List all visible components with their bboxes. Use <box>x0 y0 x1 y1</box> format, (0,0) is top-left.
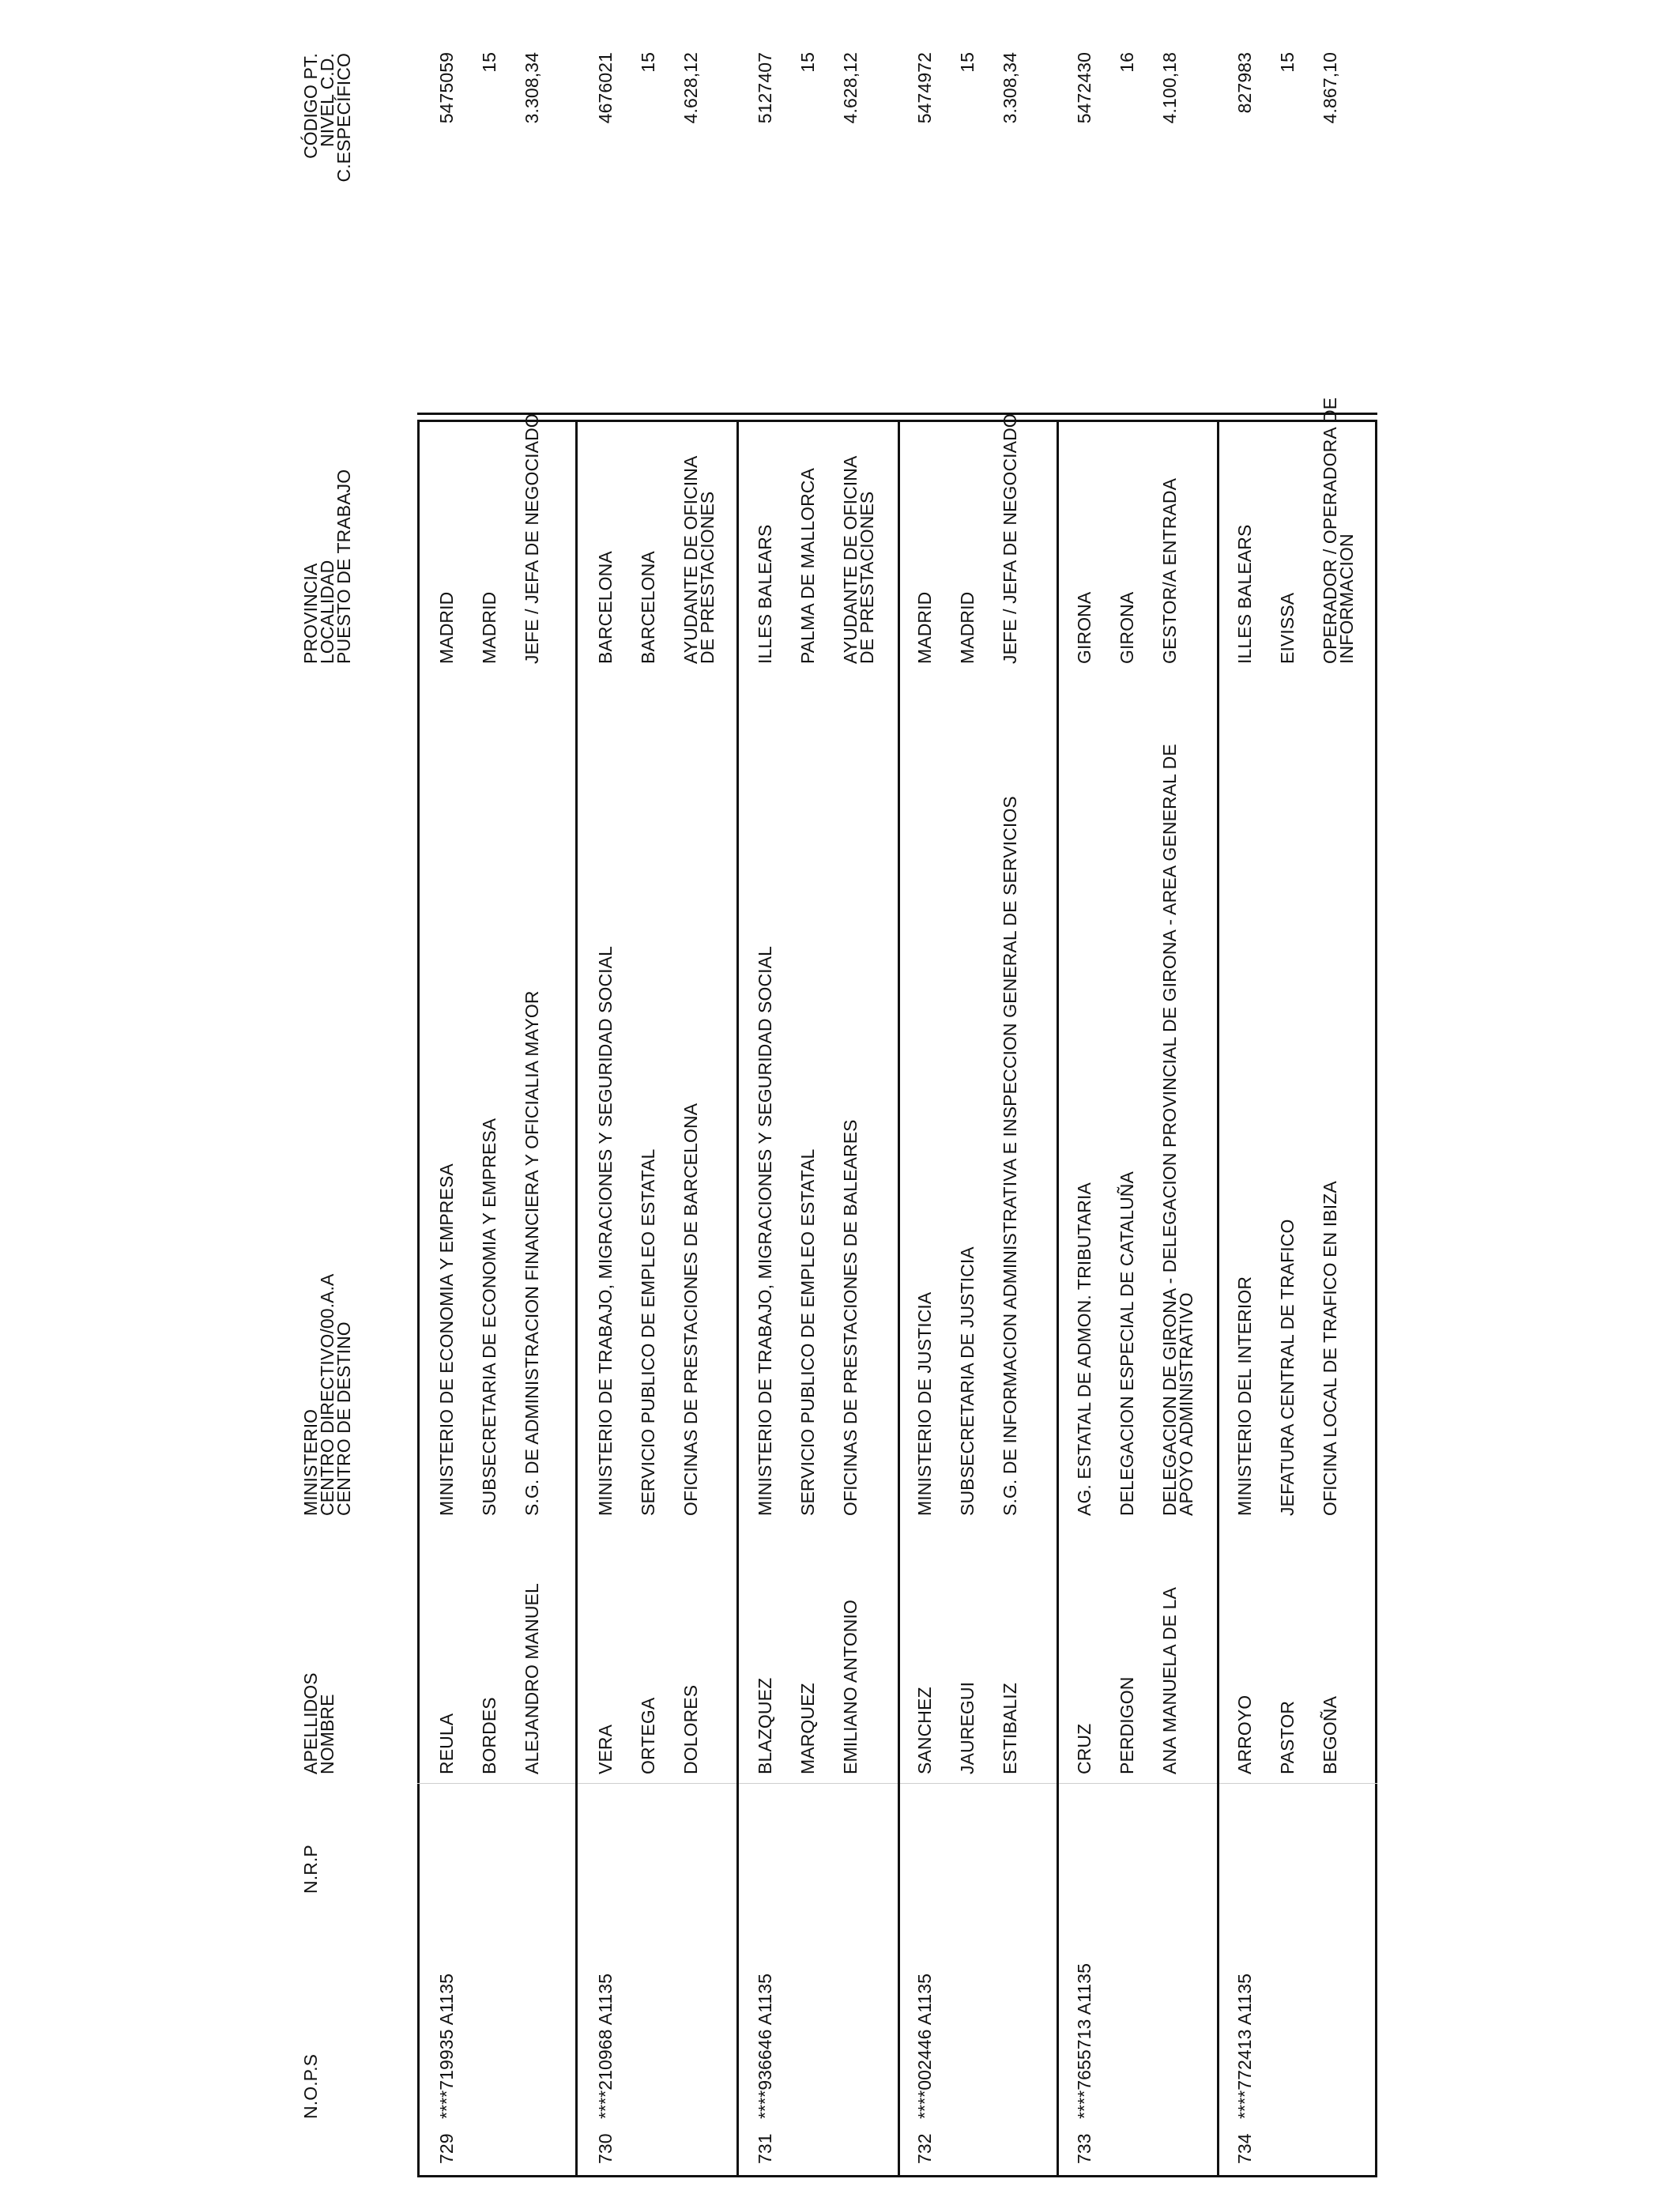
row-separator <box>898 420 900 2177</box>
provincia-cell: BARCELONA <box>595 551 616 664</box>
nombre-cell: BEGOÑA <box>1320 1695 1340 1774</box>
centro-destino-cell: OFICINAS DE PRESTACIONES DE BALEARES <box>840 1119 861 1516</box>
nops-cell: 734 <box>1234 2133 1255 2164</box>
header-centro-directivo: CENTRO DIRECTIVO/00.A.A <box>317 1273 337 1516</box>
right-border <box>417 413 1377 415</box>
nombre-cell: ESTIBALIZ <box>1000 1683 1020 1774</box>
codigo-cell: 5127407 <box>755 52 775 124</box>
nops-cell: 730 <box>595 2133 616 2164</box>
apellido2-cell: MARQUEZ <box>797 1683 818 1774</box>
ministerio-cell: MINISTERIO DE JUSTICIA <box>914 1291 935 1516</box>
nrp-cell: ****772413 A1135 <box>1234 1973 1255 2119</box>
localidad-cell: MADRID <box>957 591 977 664</box>
nrp-cell: ****719935 A1135 <box>436 1973 457 2119</box>
nombre-cell: ANA MANUELA DE LA <box>1159 1587 1180 1774</box>
codigo-cell: 4676021 <box>595 52 616 124</box>
centro-directivo-cell: SUBSECRETARIA DE JUSTICIA <box>957 1246 977 1516</box>
header-apellidos: APELLIDOS <box>300 1672 321 1774</box>
especifico-cell: 3.308,34 <box>522 52 542 124</box>
provincia-cell: GIRONA <box>1074 591 1094 664</box>
nrp-cell: ****210968 A1135 <box>595 1973 616 2119</box>
nops-cell: 732 <box>914 2133 935 2164</box>
nivel-cell: 15 <box>797 52 818 73</box>
nivel-cell: 16 <box>1117 52 1137 73</box>
puesto-cell: GESTOR/A ENTRADA <box>1159 477 1180 664</box>
puesto-cell: AYUDANTE DE OFICINA DE PRESTACIONES <box>840 456 877 664</box>
header-centro-destino: CENTRO DE DESTINO <box>333 1321 354 1516</box>
ministerio-cell: MINISTERIO DE ECONOMIA Y EMPRESA <box>436 1163 457 1516</box>
centro-directivo-cell: SERVICIO PUBLICO DE EMPLEO ESTATAL <box>638 1148 658 1516</box>
apellido2-cell: ORTEGA <box>638 1697 658 1774</box>
row-separator <box>1217 420 1219 2177</box>
localidad-cell: MADRID <box>479 591 499 664</box>
centro-destino-cell: S.G. DE ADMINISTRACION FINANCIERA Y OFICIALIA MAYOR <box>522 990 542 1516</box>
header-codigo: CÓDIGO PT. <box>300 53 321 159</box>
puesto-cell: JEFE / JEFA DE NEGOCIADO <box>1000 413 1020 664</box>
header-especifico: C.ESPECÍFICO <box>333 53 354 183</box>
row-separator <box>736 420 739 2177</box>
nrp-cell: ****7655713 A1135 <box>1074 1963 1094 2119</box>
ministerio-cell: AG. ESTATAL DE ADMON. TRIBUTARIA <box>1074 1182 1094 1516</box>
apellido2-cell: PERDIGON <box>1117 1676 1137 1774</box>
localidad-cell: EIVISSA <box>1277 592 1298 664</box>
provincia-cell: ILLES BALEARS <box>1234 524 1255 664</box>
nivel-cell: 15 <box>638 52 658 73</box>
nivel-cell: 15 <box>957 52 977 73</box>
row-separator <box>575 420 578 2177</box>
localidad-cell: BARCELONA <box>638 551 658 664</box>
nops-cell: 733 <box>1074 2133 1094 2164</box>
puesto-cell: AYUDANTE DE OFICINA DE PRESTACIONES <box>680 456 718 664</box>
especifico-cell: 3.308,34 <box>1000 52 1020 124</box>
nops-cell: 729 <box>436 2133 457 2164</box>
codigo-cell: 827983 <box>1234 52 1255 114</box>
apellido1-cell: REULA <box>436 1713 457 1774</box>
header-localidad: LOCALIDAD <box>317 560 337 664</box>
centro-directivo-cell: SUBSECRETARIA DE ECONOMIA Y EMPRESA <box>479 1118 499 1516</box>
nombre-cell: ALEJANDRO MANUEL <box>522 1583 542 1774</box>
nivel-cell: 15 <box>1277 52 1298 73</box>
apellido1-cell: SANCHEZ <box>914 1687 935 1774</box>
centro-destino-cell: S.G. DE INFORMACION ADMINISTRATIVA E INSPECCION GENERAL DE SERVICIOS <box>1000 796 1020 1516</box>
header-nops: N.O.P.S <box>300 2053 321 2119</box>
localidad-cell: PALMA DE MALLORCA <box>797 468 818 664</box>
apellido1-cell: CRUZ <box>1074 1723 1094 1774</box>
header-nombre: NOMBRE <box>317 1694 337 1774</box>
puesto-cell: OPERADOR / OPERADORA DE INFORMACION <box>1320 397 1357 664</box>
apellido2-cell: PASTOR <box>1277 1700 1298 1774</box>
nombre-cell: EMILIANO ANTONIO <box>840 1600 861 1774</box>
header-nivel: NIVEL C.D. <box>317 53 337 148</box>
centro-directivo-cell: SERVICIO PUBLICO DE EMPLEO ESTATAL <box>797 1148 818 1516</box>
header-puesto: PUESTO DE TRABAJO <box>333 469 354 664</box>
header-ministerio: MINISTERIO <box>300 1408 321 1516</box>
row-separator <box>1057 420 1059 2177</box>
nops-cell: 731 <box>755 2133 775 2164</box>
nivel-cell: 15 <box>479 52 499 73</box>
puesto-cell: JEFE / JEFA DE NEGOCIADO <box>522 413 542 664</box>
localidad-cell: GIRONA <box>1117 591 1137 664</box>
centro-directivo-cell: DELEGACION ESPECIAL DE CATALUÑA <box>1117 1171 1137 1516</box>
header-provincia: PROVINCIA <box>300 563 321 664</box>
provincia-cell: ILLES BALEARS <box>755 524 775 664</box>
provincia-cell: MADRID <box>914 591 935 664</box>
ministerio-cell: MINISTERIO DE TRABAJO, MIGRACIONES Y SEGURIDAD SOCIAL <box>595 946 616 1516</box>
apellido2-cell: BORDES <box>479 1697 499 1774</box>
especifico-cell: 4.628,12 <box>840 52 861 124</box>
nrp-cell: ****002446 A1135 <box>914 1973 935 2119</box>
centro-destino-cell: OFICINAS DE PRESTACIONES DE BARCELONA <box>680 1103 701 1516</box>
nrp-cell: ****936646 A1135 <box>755 1973 775 2119</box>
ministerio-cell: MINISTERIO DEL INTERIOR <box>1234 1276 1255 1516</box>
apellido1-cell: VERA <box>595 1724 616 1774</box>
centro-destino-cell: DELEGACION DE GIRONA - DELEGACION PROVINCIAL DE GIRONA - AREA GENERAL DE APOYO ADMINISTRATIVO <box>1159 744 1196 1516</box>
provincia-cell: MADRID <box>436 591 457 664</box>
centro-directivo-cell: JEFATURA CENTRAL DE TRAFICO <box>1277 1219 1298 1516</box>
codigo-cell: 5472430 <box>1074 52 1094 124</box>
centro-destino-cell: OFICINA LOCAL DE TRAFICO EN IBIZA <box>1320 1181 1340 1516</box>
apellido1-cell: BLAZQUEZ <box>755 1677 775 1774</box>
nombre-cell: DOLORES <box>680 1684 701 1774</box>
codigo-cell: 5474972 <box>914 52 935 124</box>
apellido1-cell: ARROYO <box>1234 1695 1255 1774</box>
especifico-cell: 4.100,18 <box>1159 52 1180 124</box>
especifico-cell: 4.867,10 <box>1320 52 1340 124</box>
header-nrp: N.R.P <box>300 1845 321 1894</box>
ministerio-cell: MINISTERIO DE TRABAJO, MIGRACIONES Y SEGURIDAD SOCIAL <box>755 946 775 1516</box>
apellido2-cell: JAUREGUI <box>957 1681 977 1774</box>
especifico-cell: 4.628,12 <box>680 52 701 124</box>
codigo-cell: 5475059 <box>436 52 457 124</box>
